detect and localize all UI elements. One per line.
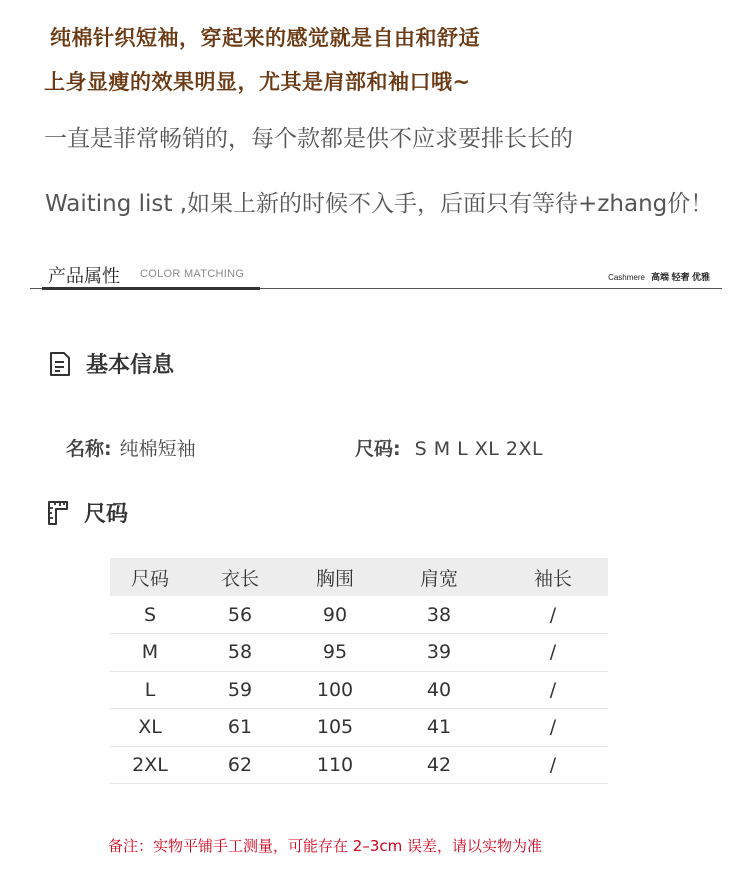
section-tagline — [608, 270, 710, 283]
table-row — [110, 634, 608, 672]
table-cell: 110 — [290, 746, 380, 784]
tagline-prefix: Cashmere — [608, 273, 645, 282]
table-cell: XL — [110, 709, 190, 747]
table-cell: 41 — [380, 709, 498, 747]
table-cell: M — [110, 634, 190, 672]
table-cell: L — [110, 671, 190, 709]
table-cell: 42 — [380, 746, 498, 784]
table-cell: / — [498, 671, 608, 709]
header-cell: 肩宽 — [380, 558, 498, 596]
tagline-text: 高端 轻奢 优雅 — [650, 272, 710, 282]
basic-info-heading — [48, 348, 174, 379]
table-cell: 62 — [190, 746, 290, 784]
basic-info-title: 基本信息 — [86, 353, 175, 378]
table-cell: 105 — [290, 709, 380, 747]
headline-line-1: 纯棉针织短袖，穿起来的感觉就是自由和舒适 — [50, 26, 480, 50]
ruler-icon — [46, 500, 70, 526]
header-cell: 胸围 — [290, 558, 380, 596]
table-cell: 38 — [380, 596, 498, 634]
measurement-note: 备注：实物平铺手工测量，可能存在 2–3cm 误差，请以实物为准 — [108, 837, 542, 855]
size-heading — [46, 497, 128, 528]
description-line-1: 一直是菲常畅销的，每个款都是供不应求要排长长的 — [44, 126, 573, 152]
product-name-label: 名称: — [66, 438, 112, 460]
document-icon — [48, 351, 72, 377]
header-cell: 衣长 — [190, 558, 290, 596]
table-row — [110, 671, 608, 709]
description-line-2: Waiting list ,如果上新的时候不入手，后面只有等待+zhang价！ — [45, 191, 714, 217]
divider-accent — [42, 287, 260, 290]
table-row — [110, 596, 608, 634]
table-cell: 2XL — [110, 746, 190, 784]
table-cell: 40 — [380, 671, 498, 709]
table-cell: 95 — [290, 634, 380, 672]
table-cell: / — [498, 709, 608, 747]
table-header-row — [110, 558, 608, 596]
table-row — [110, 746, 608, 784]
table-cell: 59 — [190, 671, 290, 709]
table-cell: 56 — [190, 596, 290, 634]
section-subtitle: COLOR MATCHING — [140, 268, 245, 280]
headline-line-2: 上身显瘦的效果明显，尤其是肩部和袖口哦~ — [44, 70, 471, 94]
product-size-field — [355, 434, 543, 461]
product-size-value: S M L XL 2XL — [414, 438, 544, 460]
table-cell: / — [498, 596, 608, 634]
header-cell: 袖长 — [498, 558, 608, 596]
table-cell: 100 — [290, 671, 380, 709]
product-attributes-bar — [30, 258, 722, 292]
table-cell: 58 — [190, 634, 290, 672]
header-cell: 尺码 — [110, 558, 190, 596]
table-cell: S — [110, 596, 190, 634]
size-title: 尺码 — [84, 502, 129, 527]
size-table — [110, 558, 608, 784]
table-cell: / — [498, 634, 608, 672]
table-cell: / — [498, 746, 608, 784]
product-name-field — [66, 434, 196, 461]
table-cell: 61 — [190, 709, 290, 747]
product-name-value: 纯棉短袖 — [119, 438, 196, 460]
table-cell: 39 — [380, 634, 498, 672]
section-title: 产品属性 — [48, 266, 120, 287]
table-cell: 90 — [290, 596, 380, 634]
product-size-label: 尺码: — [355, 438, 401, 460]
table-row — [110, 709, 608, 747]
